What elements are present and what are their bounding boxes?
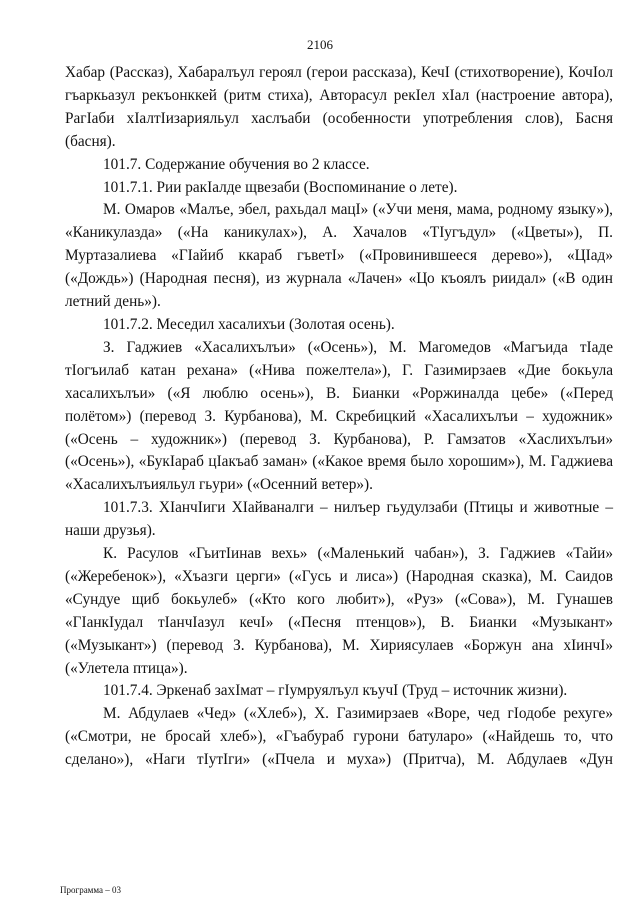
paragraph: К. Расулов «ГьитӀинав вехь» («Маленький чабан»), З. Гаджиев «Тайи» («Жеребенок»), «Хъазги церги» («Гусь и лиса») (Народная сказка), М. Саидов «Сундуе щиб бокьулеб» («Кто кого любит»), «Руз» («Сова»), М. Гунашев «ГӀанкӀудал тӀанчӀазул кечӀ» («Песня птенцов»), В. Бианки «Музыкант» («Музыкант») (перевод З. Курбанова), М. Хириясулаев «Боржун ана хӀинчӀ» («Улетела птица»). <box>65 545 613 677</box>
document-body <box>65 62 613 772</box>
subsection-heading: 101.7.4. Эркенаб захӀмат – гӀумруялъул къучӀ (Труд – источник жизни). <box>103 682 568 700</box>
paragraph: М. Омаров «Малъе, эбел, рахьдал мацӀ» («Учи меня, мама, родному языку»), «Каникулазда» («На каникулах»), А. Хачалов «ТӀугъдул» («Цветы»), П. Муртазалиева «ГӀайиб ккараб гъветӀ» («Провинившееся дерево»), «ЦӀад» («Дождь») (Народная песня), из журнала «Лачен» «Цо къоялъ риидал» («В один летний день»). <box>65 201 613 311</box>
subsection-heading: 101.7.2. Меседил хасалихъи (Золотая осень). <box>103 315 395 333</box>
paragraph: М. Абдулаев «Чед» («Хлеб»), Х. Газимирзаев «Воре, чед гӀодобе рехуге» («Смотри, не бросай хлеб»), «Гъабураб гурони батуларо» («Найдешь то, что сделано»), «Наги тӀутӀги» («Пчела и муха») (Притча), М. Абдулаев «Дун <box>65 705 613 769</box>
paragraph: Хабар (Рассказ), Хабаралъул героял (герои рассказа), КечӀ (стихотворение), КочӀол гъаркьазул рекъонккей (ритм стиха), Авторасул рекӀел хӀал (настроение автора), РагӀаби хӀалтӀизарияльул хаслъаби (особенности употребления слов), Басня (басня). <box>65 64 613 150</box>
page-number: 2106 <box>307 37 333 52</box>
subsection-heading: 101.7.3. ХӀанчӀиги ХӀайваналги – нилъер гьудулзаби (Птицы и животные – наши друзья). <box>65 499 613 540</box>
footer-label: Программа – 03 <box>60 885 122 895</box>
subsection-heading: 101.7.1. Рии ракӀалде щвезаби (Воспоминание о лете). <box>103 178 458 196</box>
section-heading: 101.7. Содержание обучения во 2 классе. <box>103 155 370 173</box>
paragraph: З. Гаджиев «Хасалихълъи» («Осень»), М. Магомедов «Магъида тӀаде тӀогъилаб катан рехана» («Нива пожелтела»), Г. Газимирзаев «Дие бокьула хасалихълъи» («Я люблю осень»), В. Бианки «Роржиналда цебе» («Перед полётом») (перевод З. Курбанова), М. Скребицкий «Хасалихълъи – художник» («Осень – художник») (перевод З. Курбанова), Р. Гамзатов «Хаслихълъи» («Осень»), «БукӀараб цӀакъаб заман» («Какое время было хорошим»), М. Гаджиева «Хасалихълъияльул гьури» («Осенний ветер»). <box>65 338 613 494</box>
